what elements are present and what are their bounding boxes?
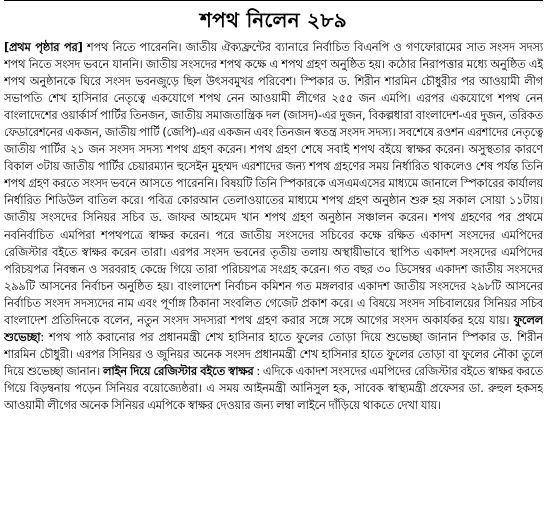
- paragraph-3: : এদিকে একাদশ সংসদের এমপিদের রেজিস্টার বইতে স্বাক্ষর করতে গিয়ে বিড়ম্বনায় পড়েন সিনিয়র বয়োজ্যেষ্ঠরা। এ সময় আইনমন্ত্রী আনিসুল হক, সাবেক স্বাস্থ্যমন্ত্রী প্রফেসর ডা. রুহুল হকসহ আওয়ামী লীগের অনেক সিনিয়র এমপিকে স্বাক্ষর দেওয়ার জন্য লম্বা লাইনে দাঁড়িয়ে থাকতে দেখা যায়।: [4, 363, 543, 412]
- subheading-floral-greetings: ফুলেল শুভেচ্ছা: [4, 312, 543, 344]
- paragraph-2: : শপথ পাঠ করানোর পর প্রধানমন্ত্রী শেখ হাসিনার হাতে ফুলের তোড়া দিয়ে শুভেচ্ছা জানান স্পিকার ড. শিরীন শারমিন চৌধুরী। এরপর সিনিয়র ও জুনিয়র অনেক সংসদ প্রধানমন্ত্রী শেখ হাসিনার হাতে ফুলের তোড়া বা ফুলের নৌকা তুলে দিয়ে শুভেচ্ছা জানান।: [4, 329, 543, 378]
- article-body: [4, 39, 543, 523]
- top-rule: [4, 0, 543, 1]
- paragraph-1: শপথ নিতে পারেননি। জাতীয় ঐক্যফ্রন্টের ব্যানারে নির্বাচিত বিএনপি ও গণফোরামের সাত সংসদ সদস্য শপথ নিতে সংসদ ভবনে যাননি। জাতীয় সংসদের শপথ কক্ষে এ শপথ গ্রহণ অনুষ্ঠিত হয়। কঠোর নিরাপত্তার মধ্যে অনুষ্ঠিত এই শপথ অনুষ্ঠানকে ঘিরে সংসদ ভবনজুড়ে ছিল উৎসবমুখর পরিবেশ। স্পিকার ড. শিরীন শারমিন চৌধুরীর পর আওয়ামী লীগ সভাপতি শেখ হাসিনার নেতৃত্বে একযোগে শপথ নেন আওয়ামী লীগের ২৫৫ জন এমপি। এরপর একযোগে শপথ নেন বাংলাদেশের ওয়ার্কার্স পার্টির তিনজন, জাতীয় সমাজতান্ত্রিক দল (জাসদ)-এর দুজন, বিকল্পধারা বাংলাদেশ-এর দুজন, তরিকত ফেডারেশনের একজন, জাতীয় পার্টি (জেপি)-এর একজন এবং তিনজন স্বতন্ত্র সংসদ সদস্য। সবশেষে রওশন এরশাদের নেতৃত্বে জাতীয় পার্টির ২১ জন সংসদ সদস্য শপথ গ্রহণ করেন। শপথ গ্রহণ শেষে সবাই শপথ বইয়ে স্বাক্ষর করেন। অসুস্থতার কারণে বিকাল ৩টায় জাতীয় পার্টির চেয়ারম্যান হুসেইন মুহম্মদ এরশাদের জন্য শপথ গ্রহণের সময় নির্ধারিত থাকলেও শেষ পর্যন্ত তিনি শপথ গ্রহণ করতে সংসদ ভবনে আসতে পারেননি। বিষয়টি তিনি স্পিকারকে এসএমএসের মাধ্যমে জানালে স্পিকারের কার্যালয় নির্ধারিত শিডিউল বাতিল করে। পবিত্র কোরআন তেলাওয়াতের মাধ্যমে শপথ গ্রহণ অনুষ্ঠান শুরু হয় সকাল সোয়া ১১টায়। জাতীয় সংসদের সিনিয়র সচিব ড. জাফর আহমেদ খান শপথ গ্রহণ অনুষ্ঠান সঞ্চালন করেন। শপথ গ্রহণের পর প্রথমে নবনির্বাচিত এমপিরা শপথপত্রে স্বাক্ষর করেন। পরে জাতীয় সংসদের সচিবের কক্ষে রক্ষিত একাদশ সংসদের এমপিদের রেজিস্টার বইতে স্বাক্ষর করেন তারা। এরপর সংসদ ভবনের তৃতীয় তলায় অস্থায়ীভাবে স্থাপিত একাদশ সংসদের এমপিদের পরিচয়পত্র নিবন্ধন ও সরবরাহ কেন্দ্রে গিয়ে তারা পরিচয়পত্র সংগ্রহ করেন। গত বছর ৩০ ডিসেম্বর একাদশ জাতীয় সংসদের ২৯৯টি আসনের নির্বাচন অনুষ্ঠিত হয়। বাংলাদেশ নির্বাচন কমিশন গত মঙ্গলবার একাদশ জাতীয় সংসদের ২৯৮টি আসনের নির্বাচিত সংসদ সদস্যদের নাম এবং পূর্ণাঙ্গ ঠিকানা সংবলিত গেজেট প্রকাশ করে। এ বিষয়ে সংসদ সচিবালয়ের সিনিয়র সচিব বাংলাদেশ প্রতিদিনকে বলেন, নতুন সংসদ সদস্যরা শপথ গ্রহণ করার সঙ্গে সঙ্গে আগের সংসদ অকার্যকর হয়ে যায়।: [4, 40, 543, 327]
- headline: শপথ নিলেন ২৮৯: [199, 8, 348, 32]
- continuation-tag: [প্রথম পৃষ্ঠার পর]: [4, 40, 83, 54]
- subheading-register-signing: লাইন দিয়ে রেজিস্টার বইতে স্বাক্ষর: [102, 363, 254, 378]
